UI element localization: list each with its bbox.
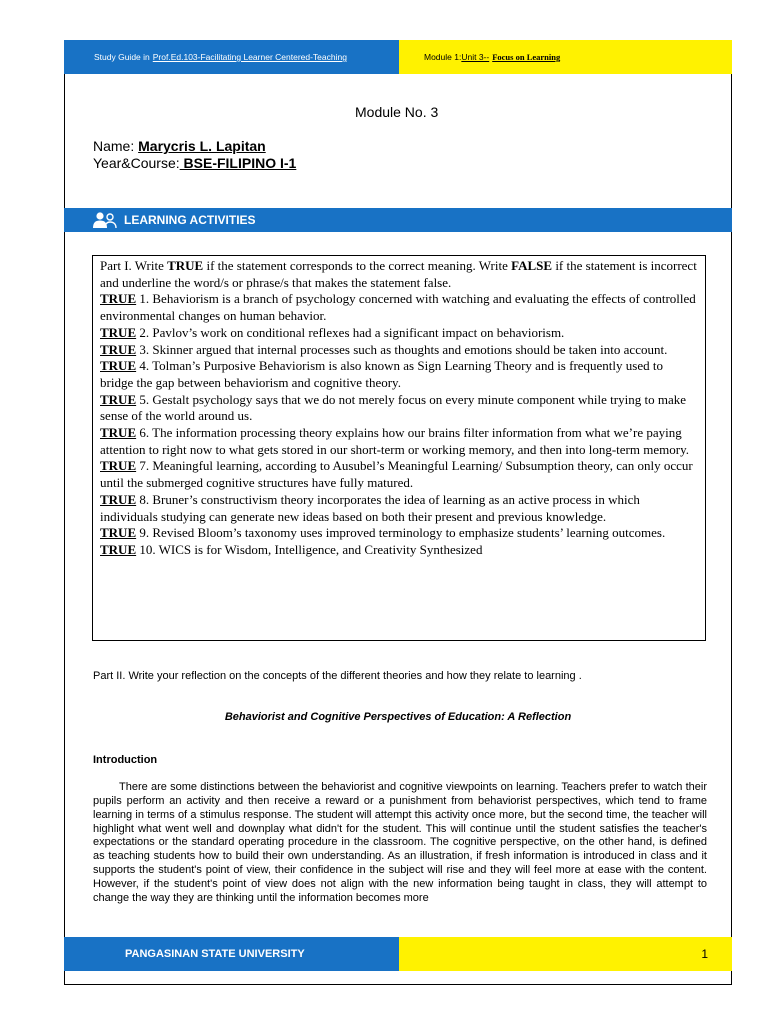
part1-item: TRUE 6. The information processing theory explains how our brains filter information from what we’re paying attention to right now to what gets stored in our short-term or working memory, and then into long-term memory. <box>100 425 689 457</box>
part1-item: TRUE 10. WICS is for Wisdom, Intelligence, and Creativity Synthesized <box>100 541 483 557</box>
header-module-unit: Unit 3-- <box>461 52 490 62</box>
header-module-prefix: Module 1: <box>424 52 462 62</box>
reflection-title: Behaviorist and Cognitive Perspectives of Education: A Reflection <box>224 711 572 723</box>
course-value: BSE-FILIPINO I-1 <box>179 155 297 171</box>
part1-item: TRUE 3. Skinner argued that internal processes such as thoughts and emotions should be taken into account. <box>100 341 668 357</box>
header-guide-prefix: Study Guide in <box>94 52 150 62</box>
header-study-guide <box>64 40 399 74</box>
year-course-line <box>93 155 296 171</box>
module-number: Module No. 3 <box>355 104 439 120</box>
part1-item: TRUE 7. Meaningful learning, according to Ausubel’s Meaningful Learning/ Subsumption theory, can only occur until the submerged cognitive structures have fully matured. <box>100 458 693 491</box>
page-header <box>64 40 732 74</box>
part1-item: TRUE 1. Behaviorism is a branch of psychology concerned with watching and evaluating the effects of controlled environmental changes on human behavior. <box>100 291 696 324</box>
part1-item: TRUE 2. Pavlov’s work on conditional reflexes had a significant impact on behaviorism. <box>100 324 565 340</box>
part1-item: TRUE 9. Revised Bloom’s taxonomy uses improved terminology to emphasize students’ learning outcomes. <box>100 525 666 541</box>
part1-box <box>92 255 706 641</box>
people-icon <box>92 211 118 229</box>
part1-item: TRUE 4. Tolman’s Purposive Behaviorism is also known as Sign Learning Theory and is frequently used to bridge the gap between behaviorism and cognitive theory. <box>100 358 663 390</box>
course-label: Year&Course: <box>93 155 180 171</box>
name-value: Marycris L. Lapitan <box>138 138 266 154</box>
section-title: LEARNING ACTIVITIES <box>124 213 256 227</box>
part1-instruction: Part I. Write TRUE if the statement corresponds to the correct meaning. Write FALSE if the statement is incorrect and underline the word/s or phrase/s that makes the statement false. <box>100 258 697 290</box>
introduction-body: There are some distinctions between the behaviorist and cognitive viewpoints on learning. Teachers prefer to watch their pupils perform an activity and then receive a reward or a punishment from behaviorist perspectives, which tend to frame learning in terms of a stimulus response. The student will attempt this activity once more, but the second time, the teacher will highlight what went well and downplay what didn't for the student. This will continue until the student satisfies the teacher's expectations or the standard operating procedure in the classroom. The cognitive perspective, on the other hand, is defined as teaching students how to build their own understanding. As an illustration, if fresh information is introduced in class and it supports the student's point of view, their confidence in the subject will rise and they will feel more at ease with the content. However, if the student's point of view does not align with the new information being taught in class, they will attempt to change the way they are thinking until the information becomes more <box>93 781 707 904</box>
student-name-line <box>93 138 266 154</box>
part1-item: TRUE 5. Gestalt psychology says that we do not merely focus on every minute component while trying to make sense of the world around us. <box>100 391 686 424</box>
learning-activities-bar <box>64 208 732 232</box>
header-module <box>399 40 732 74</box>
header-course-link[interactable]: Prof.Ed.103-Facilitating Learner Centered-Teaching <box>152 52 347 62</box>
page-footer <box>64 937 732 971</box>
introduction-heading: Introduction <box>93 754 158 766</box>
name-label: Name: <box>93 138 139 154</box>
part2-instruction: Part II. Write your reflection on the concepts of the different theories and how they relate to learning . <box>93 670 582 682</box>
header-module-focus: Focus on Learning <box>492 52 561 62</box>
page-number: 1 <box>399 937 732 971</box>
footer-university: PANGASINAN STATE UNIVERSITY <box>64 937 399 971</box>
part1-item: TRUE 8. Bruner’s constructivism theory incorporates the idea of learning as an active process in which individuals studying can generate new ideas based on both their present and previous knowledge. <box>100 491 640 524</box>
